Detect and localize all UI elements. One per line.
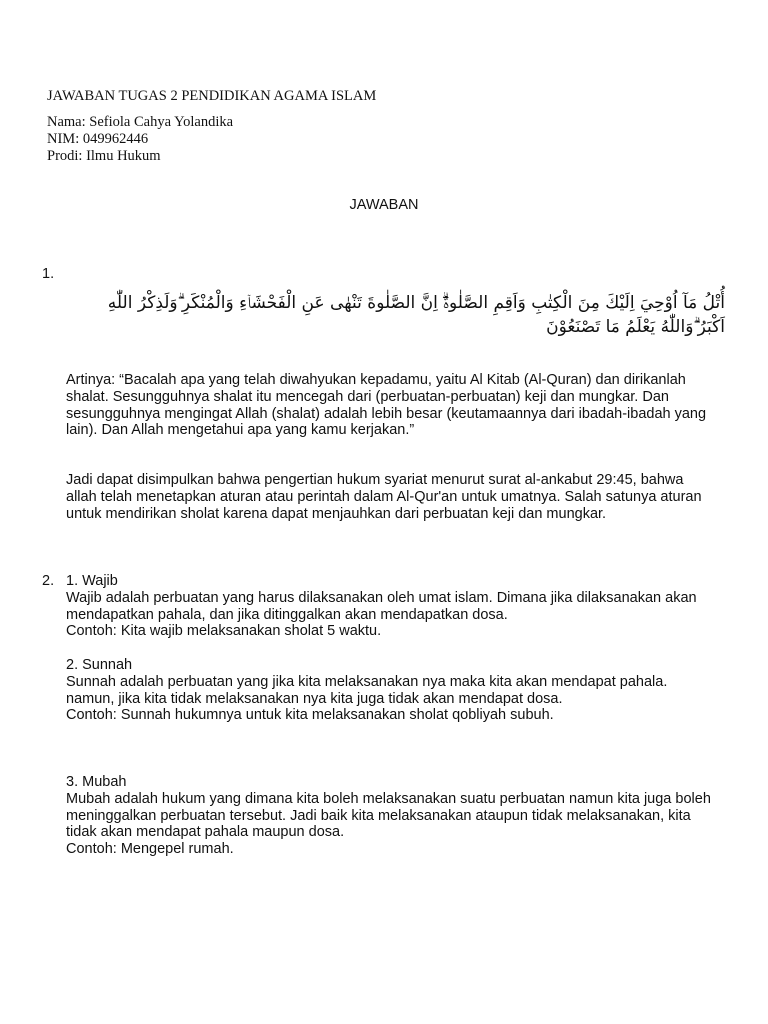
item-example: Contoh: Kita wajib melaksanakan sholat 5 waktu. xyxy=(66,623,382,640)
item-body: Sunnah adalah perbuatan yang jika kita melaksanakan nya maka kita akan mendapat pahala. namun, jika kita tidak melaksanakan nya kita juga tidak akan mendapat dosa. xyxy=(66,673,668,707)
hukum-item-sunnah xyxy=(66,657,716,724)
student-nim: NIM: 049962446 xyxy=(47,131,149,147)
verse-translation: Artinya: “Bacalah apa yang telah diwahyukan kepadamu, yaitu Al Kitab (Al-Quran) dan dirikanlah shalat. Sesungguhnya shalat itu mencegah dari (perbuatan-perbuatan) keji dan mungkar. Dan sesungguhnya mengingat Allah (shalat) adalah lebih besar (keutamaannya dari ibadah-ibadah yang lain). Dan Allah mengetahui apa yang kamu kerjakan.” xyxy=(66,372,707,439)
item-example: Contoh: Sunnah hukumnya untuk kita melaksanakan sholat qobliyah subuh. xyxy=(66,707,554,724)
conclusion-paragraph: Jadi dapat disimpulkan bahwa pengertian hukum syariat menurut surat al-ankabut 29:45, bahwa allah telah menetapkan aturan atau perintah dalam Al-Qur'an untuk umatnya. Salah satunya aturan untuk mendirikan sholat karena dapat menjauhkan dari perbuatan keji dan mungkar. xyxy=(66,472,702,522)
item-example: Contoh: Mengepel rumah. xyxy=(66,841,234,858)
item-title: 1. Wajib xyxy=(66,573,118,589)
arabic-verse: أُتْلُ مَآ اُوْحِيَ اِلَيْكَ مِنَ الْكِتٰبِ وَاَقِمِ الصَّلٰوةَۗ اِنَّ الصَّلٰوةَ تَنْهٰى عَنِ الْفَحْشَاۤءِ وَالْمُنْكَرِ ۗوَلَذِكْرُ اللّٰهِ اَكْبَرُ ۗوَاللّٰهُ يَعْلَمُ مَا تَصْنَعُوْنَ xyxy=(107,293,725,337)
item-body: Wajib adalah perbuatan yang harus dilaksanakan oleh umat islam. Dimana jika dilaksanakan akan mendapatkan pahala, dan jika ditinggalkan akan mendapatkan dosa. xyxy=(66,589,697,623)
question-number-2: 2. xyxy=(42,573,55,589)
hukum-item-wajib xyxy=(66,573,716,640)
student-identity xyxy=(47,114,233,165)
item-title: 3. Mubah xyxy=(66,774,127,790)
student-prodi: Prodi: Ilmu Hukum xyxy=(47,148,161,164)
hukum-item-mubah xyxy=(66,774,716,858)
item-body: Mubah adalah hukum yang dimana kita boleh melaksanakan suatu perbuatan namun kita juga boleh meninggalkan perbuatan tersebut. Jadi baik kita melaksanakan ataupun tidak melaksanakan, kita tidak akan mendapat pahala maupun dosa. xyxy=(66,790,711,841)
question-number-1: 1. xyxy=(42,266,55,282)
document-title: JAWABAN TUGAS 2 PENDIDIKAN AGAMA ISLAM xyxy=(47,88,377,104)
student-name: Nama: Sefiola Cahya Yolandika xyxy=(47,114,234,130)
section-heading: JAWABAN xyxy=(349,197,419,213)
item-title: 2. Sunnah xyxy=(66,657,133,673)
